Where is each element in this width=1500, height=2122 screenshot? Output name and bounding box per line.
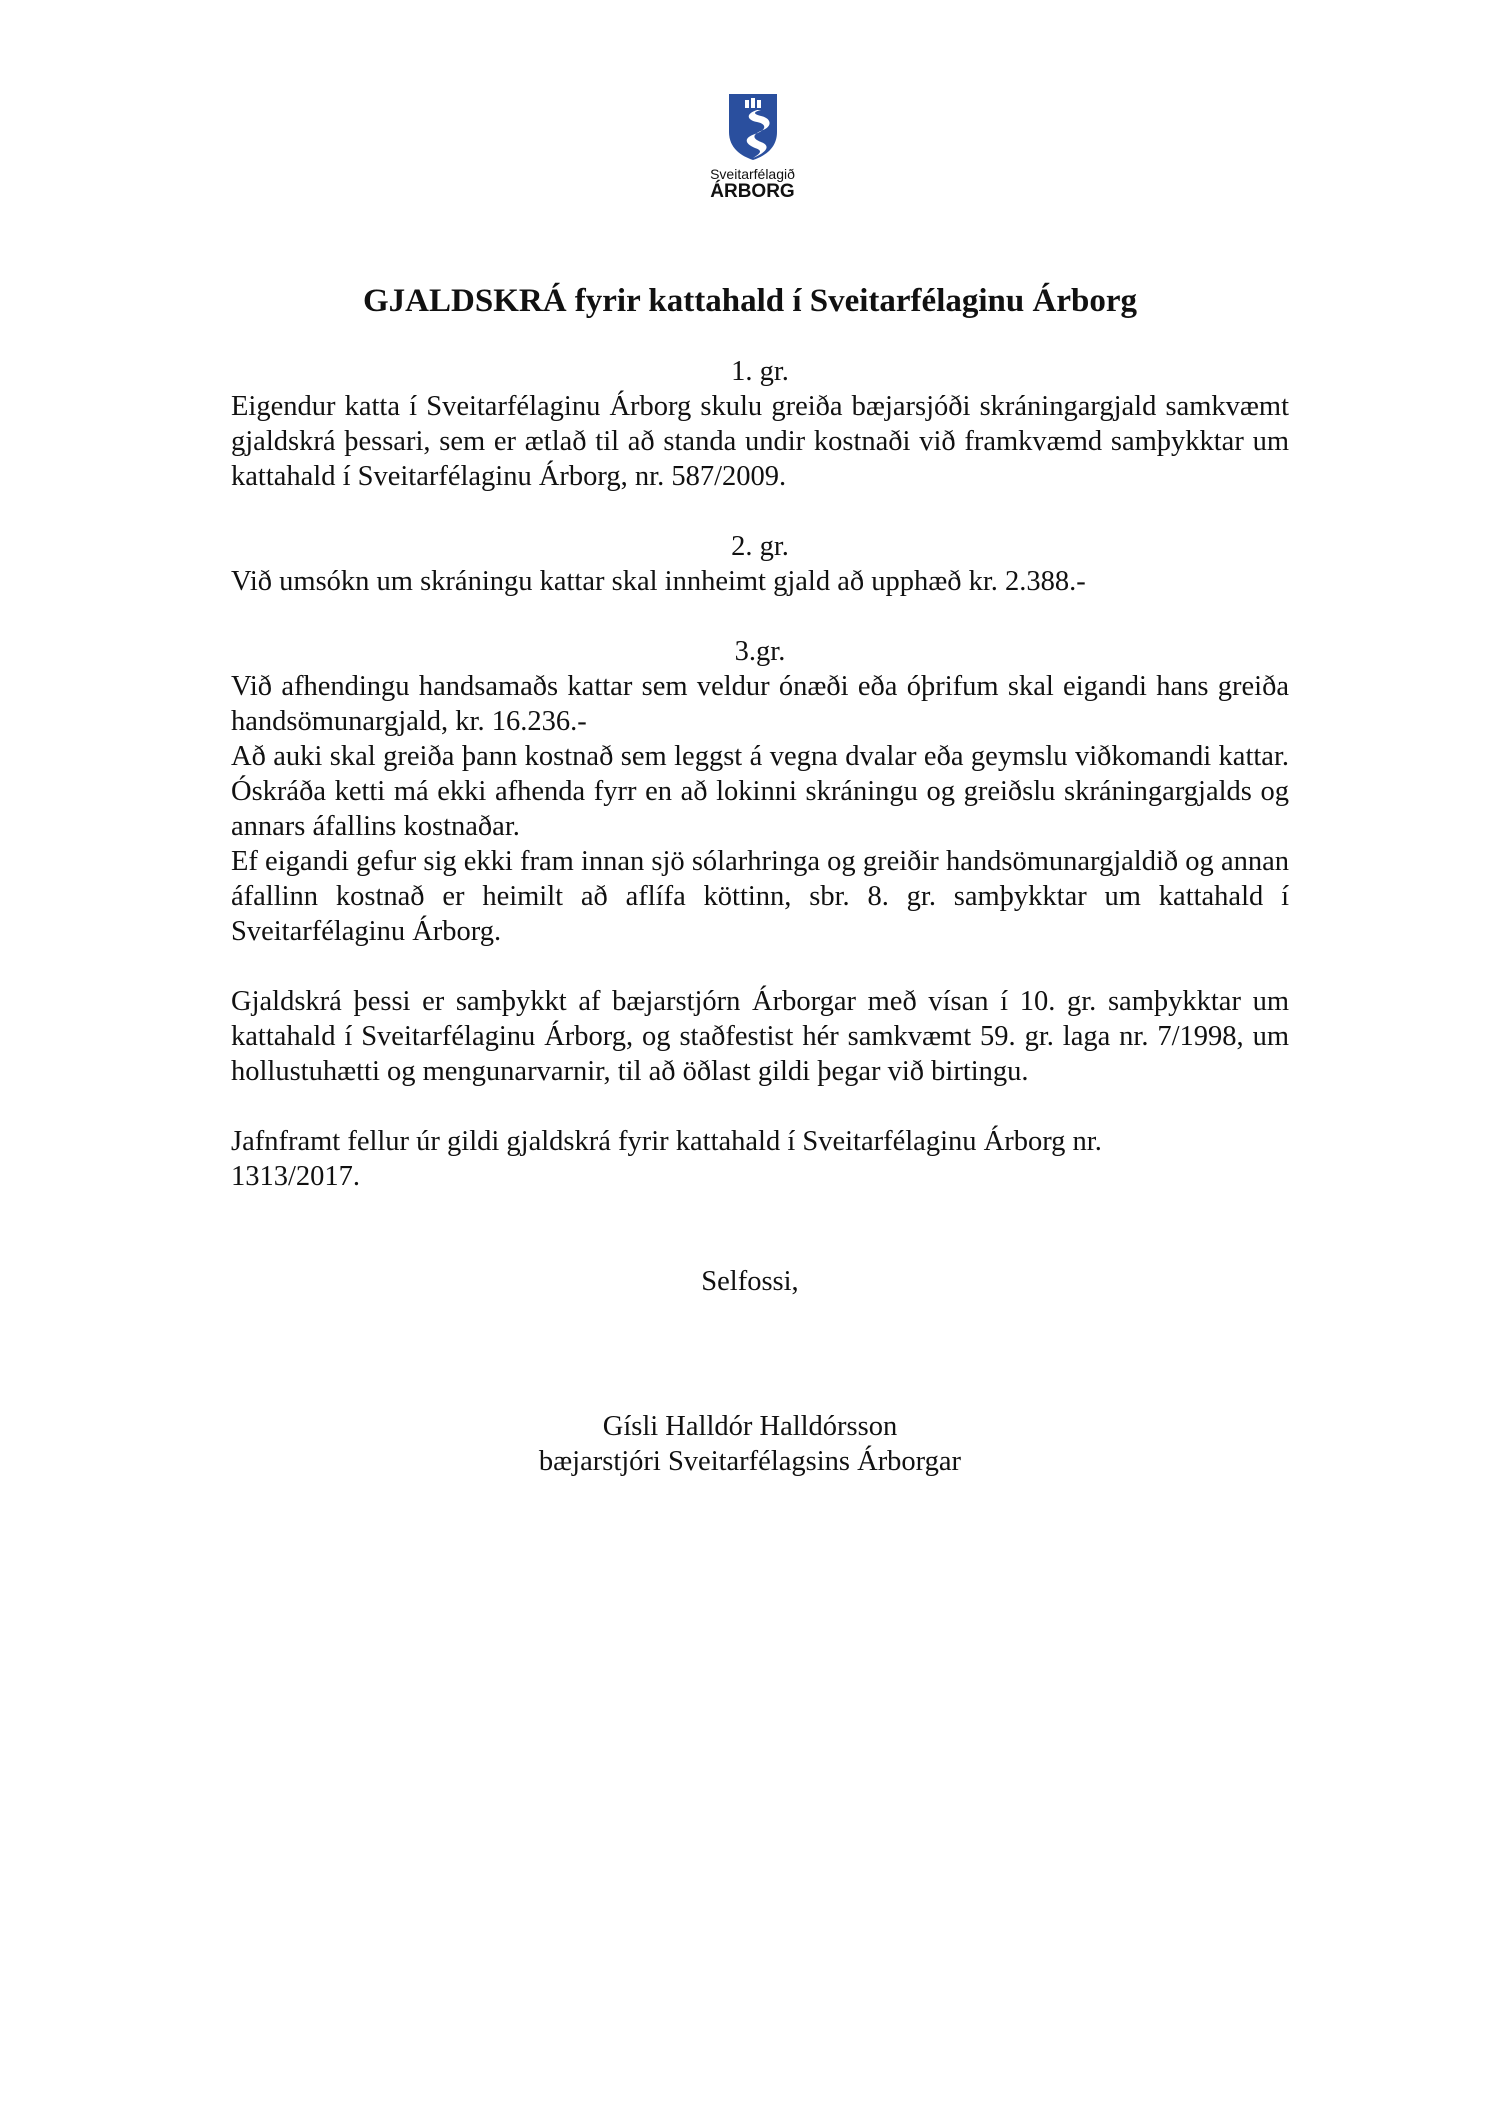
article-3-paragraph-1: Við afhendingu handsamaðs kattar sem veldur ónæði eða óþrifum skal eigandi hans greiða handsömunargjald, kr. 16.236.- xyxy=(231,671,1289,737)
repeal-line-2: 1313/2017. xyxy=(231,1161,361,1192)
article-3-paragraph-2: Að auki skal greiða þann kostnað sem leggst á vegna dvalar eða geymslu viðkomandi kattar. Óskráða ketti má ekki afhenda fyrr en að lokinni skráningu og greiðslu skráningargjalds og annars áfallins kostnaðar. xyxy=(231,741,1289,842)
signatory-name: Gísli Halldór Halldórsson xyxy=(602,1411,898,1442)
article-2-paragraph: Við umsókn um skráningu kattar skal innheimt gjald að upphæð kr. 2.388.- xyxy=(231,566,1086,597)
repeal-line-1: Jafnframt fellur úr gildi gjaldskrá fyrir kattahald í Sveitarfélaginu Árborg nr. xyxy=(231,1126,1102,1157)
signatory-title: bæjarstjóri Sveitarfélagsins Árborgar xyxy=(538,1446,962,1477)
article-3-paragraph-3: Ef eigandi gefur sig ekki fram innan sjö sólarhringa og greiðir handsömunargjaldið og annan áfallinn kostnað er heimilt að aflífa köttinn, sbr. 8. gr. samþykktar um kattahald í Sveitarfélaginu Árborg. xyxy=(231,846,1289,947)
place-line: Selfossi, xyxy=(701,1266,799,1297)
municipality-logo xyxy=(700,92,805,202)
document-title: GJALDSKRÁ fyrir kattahald í Sveitarfélaginu Árborg xyxy=(363,283,1137,319)
article-1-heading: 1. gr. xyxy=(731,356,789,387)
approval-paragraph: Gjaldskrá þessi er samþykkt af bæjarstjórn Árborgar með vísan í 10. gr. samþykktar um kattahald í Sveitarfélaginu Árborg, og staðfestist hér samkvæmt 59. gr. laga nr. 7/1998, um hollustuhætti og mengunarvarnir, til að öðlast gildi þegar við birtingu. xyxy=(231,986,1289,1087)
article-2-heading: 2. gr. xyxy=(731,531,789,562)
article-1-paragraph: Eigendur katta í Sveitarfélaginu Árborg skulu greiða bæjarsjóði skráningargjald samkvæmt gjaldskrá þessari, sem er ætlað til að standa undir kostnaði við framkvæmd samþykktar um kattahald í Sveitarfélaginu Árborg, nr. 587/2009. xyxy=(231,391,1289,492)
document-body xyxy=(231,354,1289,1194)
shield-emblem-icon xyxy=(727,92,779,162)
logo-text-line1: Sveitarfélagið xyxy=(710,166,795,182)
logo-text-line2: ÁRBORG xyxy=(710,181,795,202)
article-3-heading: 3.gr. xyxy=(734,636,786,667)
